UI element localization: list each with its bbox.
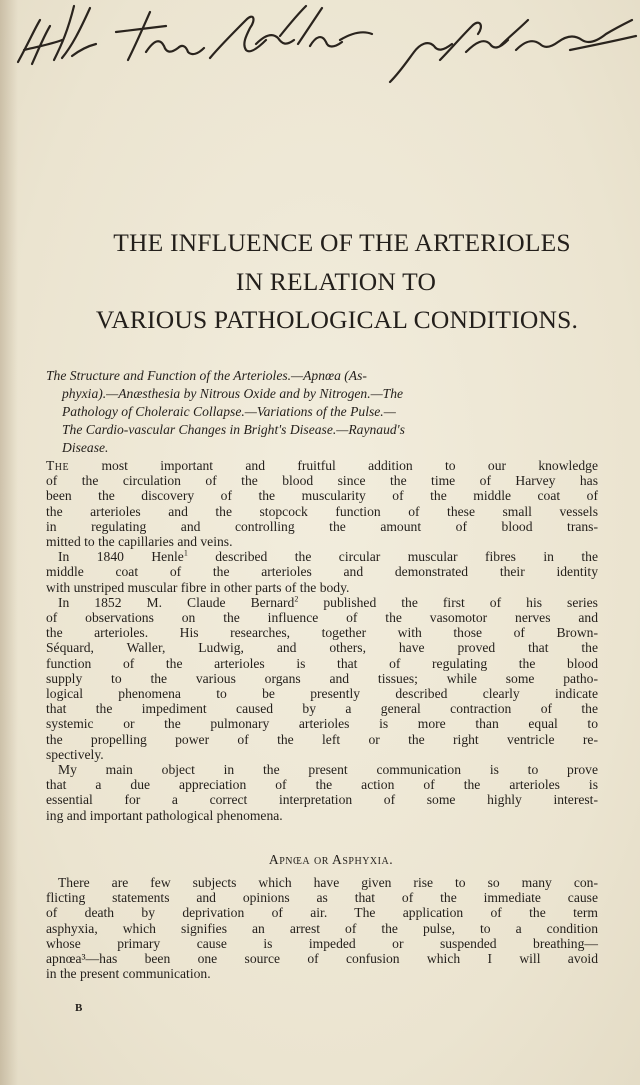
title-block [0,230,640,333]
text-line: Séquard, Waller, Ludwig, and others, have proved that the [46,640,598,656]
text-line: of death by deprivation of air. The application of the term [46,905,598,921]
text-line: the propelling power of the left or the right ventricle re- [46,731,598,747]
text-line: that the impediment caused by a general contraction of the [46,701,598,717]
paragraph-1 [46,458,598,549]
text-line: My main object in the present communication is to prove [58,762,598,778]
text-line: logical phenomena to be presently described clearly indicate [46,686,598,702]
footnote-ref: 2 [294,594,299,604]
text-line: of observations on the influence of the vasomotor nerves and [46,610,598,626]
text-line: flicting statements and opinions as that of the immediate cause [46,890,598,906]
text-line: middle coat of the arterioles and demonstrated their identity [46,564,598,580]
text-line: of the circulation of the blood since the time of Harvey has [46,473,598,489]
text-line: the arterioles. His researches, together with those of Brown- [46,625,598,641]
subject-line: phyxia).—Anæsthesia by Nitrous Oxide and by Nitrogen.—The [62,386,404,401]
footnote-ref: 1 [183,548,188,558]
text-line: with unstriped muscular fibre in other parts of the body. [46,579,350,595]
text-line: There are few subjects which have given rise to so many con- [58,875,598,890]
subject-line: Pathology of Choleraic Collapse.—Variations of the Pulse.— [62,404,396,419]
subject-list [46,367,594,457]
text-line: that a due appreciation of the action of the arterioles is [46,777,598,793]
text-line: ing and important pathological phenomena. [46,807,283,823]
text-line: systemic or the pulmonary arterioles is more than equal to [46,716,598,732]
title-line-2: IN RELATION TO [235,266,437,296]
paragraph-2 [46,549,598,595]
text-line: mitted to the capillaries and veins. [46,534,233,550]
title-line-3: VARIOUS PATHOLOGICAL CONDITIONS. [95,305,579,334]
binding-shadow [0,0,18,1085]
text-line: apnœa³—has been one source of confusion which I will avoid [46,951,598,967]
section-body [46,875,598,981]
text-line: The most important and fruitful addition to our knowledge [46,458,598,473]
subject-line: Disease. [62,440,109,455]
title-line-1: THE INFLUENCE OF THE ARTERIOLES [113,228,571,257]
text-line: asphyxia, which signifies an arrest of the pulse, to a condition [46,920,598,936]
text-line: been the discovery of the muscularity of the middle coat of [46,488,598,504]
text-line: supply to the various organs and tissues; while some patho- [46,670,598,686]
text-line: the arterioles and the stopcock function of these small vessels [46,503,598,519]
lead-word: The [46,458,70,473]
signature-mark: B [75,1002,83,1014]
text-line: essential for a correct interpretation of some highly interest- [46,792,598,808]
text-line: spectively. [46,746,104,762]
paragraph-4 [46,762,598,823]
section-heading: Apnœa or Asphyxia. [268,852,394,867]
text-line: function of the arterioles is that of regulating the blood [46,655,598,671]
handwritten-signature [10,0,640,100]
body-text [46,458,598,823]
text-line: In 1840 Henle$^1$ described the circular muscular fibres in the [58,548,598,565]
text-line: whose primary cause is impeded or suspended breathing— [46,935,598,951]
paragraph-3 [46,595,598,762]
subject-line: The Structure and Function of the Arterioles.—Apnœa (As- [46,368,367,383]
subject-line: The Cardio-vascular Changes in Bright's Disease.—Raynaud's [62,422,405,437]
text-line: In 1852 M. Claude Bernard$^2$ published the first of his series [58,594,598,610]
text-line: in the present communication. [46,966,211,982]
text-line: in regulating and controlling the amount of blood trans- [46,518,598,534]
